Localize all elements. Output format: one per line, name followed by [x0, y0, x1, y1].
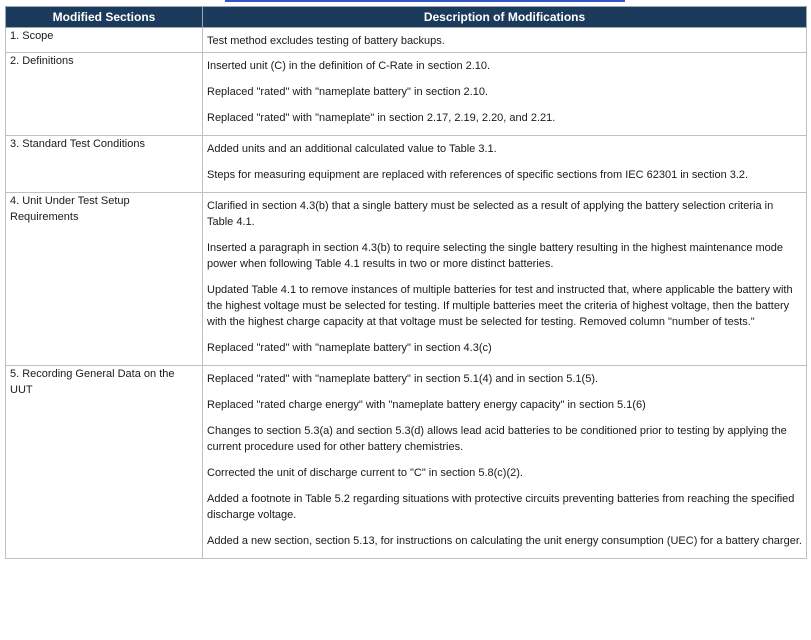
- section-description: [203, 193, 807, 366]
- modification-item: Corrected the unit of discharge current to "C" in section 5.8(c)(2).: [207, 467, 523, 479]
- modification-item: Updated Table 4.1 to remove instances of multiple batteries for test and instructed that, where applicable the battery with the highest voltage must be selected for testing. If multiple batteries meet the criteria of highest voltage, then the battery with the highest charge capacity at that voltage must be selected for testing. Removed column "number of tests.": [207, 284, 793, 328]
- modification-item: Replaced "rated" with "nameplate" in section 2.17, 2.19, 2.20, and 2.21.: [207, 112, 556, 124]
- section-name: 3. Standard Test Conditions: [6, 136, 203, 193]
- modification-item: Replaced "rated" with "nameplate battery" in section 2.10.: [207, 86, 488, 98]
- table-header-row: [6, 7, 807, 28]
- modifications-table: [5, 6, 807, 559]
- modification-item: Added a footnote in Table 5.2 regarding situations with protective circuits preventing batteries from reaching the specified discharge voltage.: [207, 493, 795, 521]
- table-row: [6, 193, 807, 366]
- section-description: [203, 136, 807, 193]
- modification-item: Added a new section, section 5.13, for instructions on calculating the unit energy consumption (UEC) for a battery charger.: [207, 535, 802, 547]
- section-name: 4. Unit Under Test Setup Requirements: [6, 193, 203, 366]
- header-modified-sections: Modified Sections: [6, 7, 203, 28]
- section-description: [203, 53, 807, 136]
- modification-item: Clarified in section 4.3(b) that a single battery must be selected as a result of applying the battery selection criteria in Table 4.1.: [207, 200, 774, 228]
- modification-item: Inserted unit (C) in the definition of C-Rate in section 2.10.: [207, 60, 491, 72]
- header-description: Description of Modifications: [203, 7, 807, 28]
- table-row: [6, 136, 807, 193]
- table-row: [6, 366, 807, 559]
- section-name: 2. Definitions: [6, 53, 203, 136]
- modification-item: Replaced "rated" with "nameplate battery" in section 5.1(4) and in section 5.1(5).: [207, 373, 599, 385]
- modification-item: Inserted a paragraph in section 4.3(b) to require selecting the single battery resulting in the highest maintenance mode power when following Table 4.1 results in two or more distinct batteries.: [207, 242, 784, 270]
- modification-item: Added units and an additional calculated value to Table 3.1.: [207, 143, 497, 155]
- table-row: [6, 28, 807, 53]
- modification-item: Changes to section 5.3(a) and section 5.3(d) allows lead acid batteries to be conditioned prior to testing by applying the current procedure used for other battery chemistries.: [207, 425, 787, 453]
- top-link-underline: [225, 0, 625, 2]
- modification-item: Replaced "rated" with "nameplate battery" in section 4.3(c): [207, 342, 492, 354]
- section-name: 5. Recording General Data on the UUT: [6, 366, 203, 559]
- modification-item: Replaced "rated charge energy" with "nameplate battery energy capacity" in section 5.1(6): [207, 399, 646, 411]
- modification-item: Steps for measuring equipment are replaced with references of specific sections from IEC 62301 in section 3.2.: [207, 169, 749, 181]
- section-name: 1. Scope: [6, 28, 203, 53]
- section-description: [203, 366, 807, 559]
- table-row: [6, 53, 807, 136]
- section-description: [203, 28, 807, 53]
- modification-item: Test method excludes testing of battery backups.: [207, 35, 445, 47]
